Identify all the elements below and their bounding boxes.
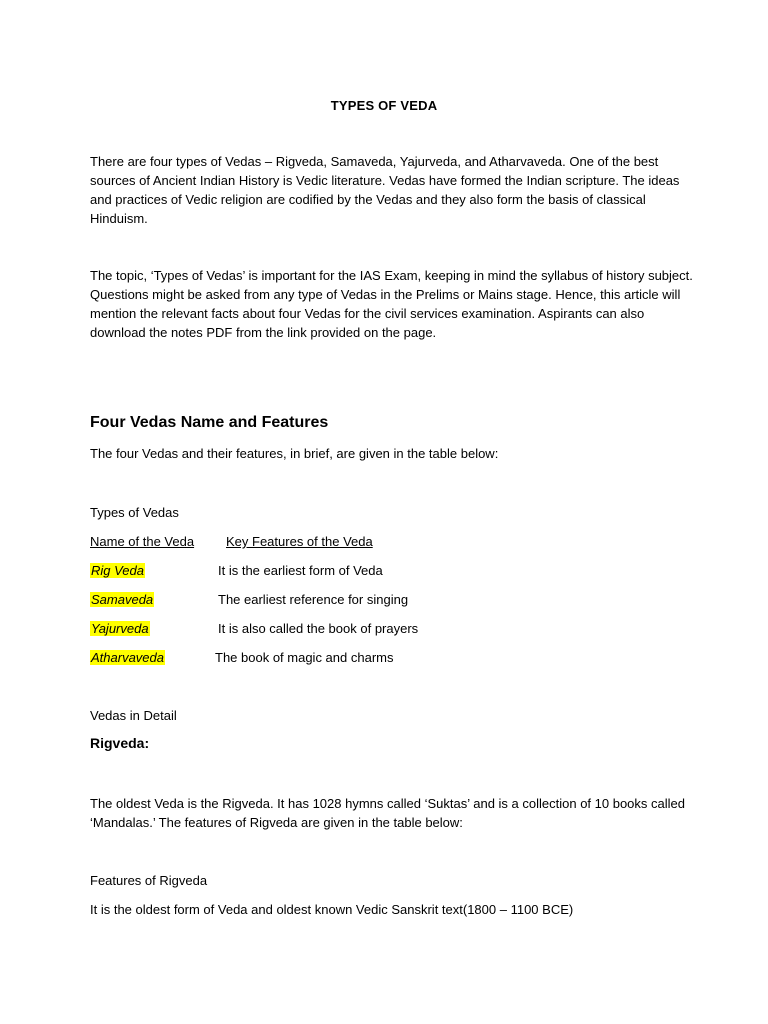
table-row (90, 590, 154, 609)
intro-line-1: There are four types of Vedas – Rigveda, Samaveda, Yajurveda, and Atharvaveda. One of the best (90, 154, 659, 169)
veda-feature-atharvaveda: The book of magic and charms (215, 650, 394, 665)
table-row (90, 648, 165, 667)
topic-line-1: The topic, ‘Types of Vedas’ is important for the IAS Exam, keeping in mind the syllabus of history subject. (90, 268, 693, 283)
veda-feature-yajurveda: It is also called the book of prayers (218, 621, 419, 636)
topic-line-4: download the notes PDF from the link provided on the page. (90, 325, 437, 340)
rigveda-line-2: ‘Mandalas.’ The features of Rigveda are given in the table below: (90, 815, 463, 830)
veda-feature-rig-veda: It is the earliest form of Veda (218, 563, 383, 578)
veda-name-atharvaveda: Atharvaveda (91, 650, 164, 665)
intro-line-4: Hinduism. (90, 211, 148, 226)
vedas-detail-label: Vedas in Detail (90, 708, 177, 723)
veda-name-yajurveda: Yajurveda (91, 621, 149, 636)
rigveda-feature-1: It is the oldest form of Veda and oldest known Vedic Sanskrit text(1800 – 1100 BCE) (90, 902, 574, 917)
table-header-features: Key Features of the Veda (226, 534, 373, 549)
topic-line-3: mention the relevant facts about four Vedas for the civil services examination. Aspirants can also (90, 306, 645, 321)
table-row (90, 619, 150, 638)
veda-name-rig-veda: Rig Veda (91, 563, 144, 578)
section-intro: The four Vedas and their features, in brief, are given in the table below: (90, 446, 499, 461)
rigveda-features-label: Features of Rigveda (90, 873, 208, 888)
table-caption: Types of Vedas (90, 505, 179, 520)
rigveda-line-1: The oldest Veda is the Rigveda. It has 1028 hymns called ‘Suktas’ and is a collection of 10 books called (90, 796, 685, 811)
veda-name-samaveda: Samaveda (91, 592, 154, 607)
document-title: TYPES OF VEDA (330, 98, 438, 113)
intro-line-3: and practices of Vedic religion are codified by the Vedas and they also form the basis of classical (90, 192, 646, 207)
rigveda-heading: Rigveda: (90, 735, 150, 751)
intro-line-2: sources of Ancient Indian History is Vedic literature. Vedas have formed the Indian scripture. The ideas (90, 173, 680, 188)
section-heading: Four Vedas Name and Features (90, 414, 329, 431)
veda-feature-samaveda: The earliest reference for singing (218, 592, 409, 607)
table-row (90, 561, 145, 580)
topic-line-2: Questions might be asked from any type of Vedas in the Prelims or Mains stage. Hence, this article will (90, 287, 681, 302)
table-header-name: Name of the Veda (90, 534, 195, 549)
